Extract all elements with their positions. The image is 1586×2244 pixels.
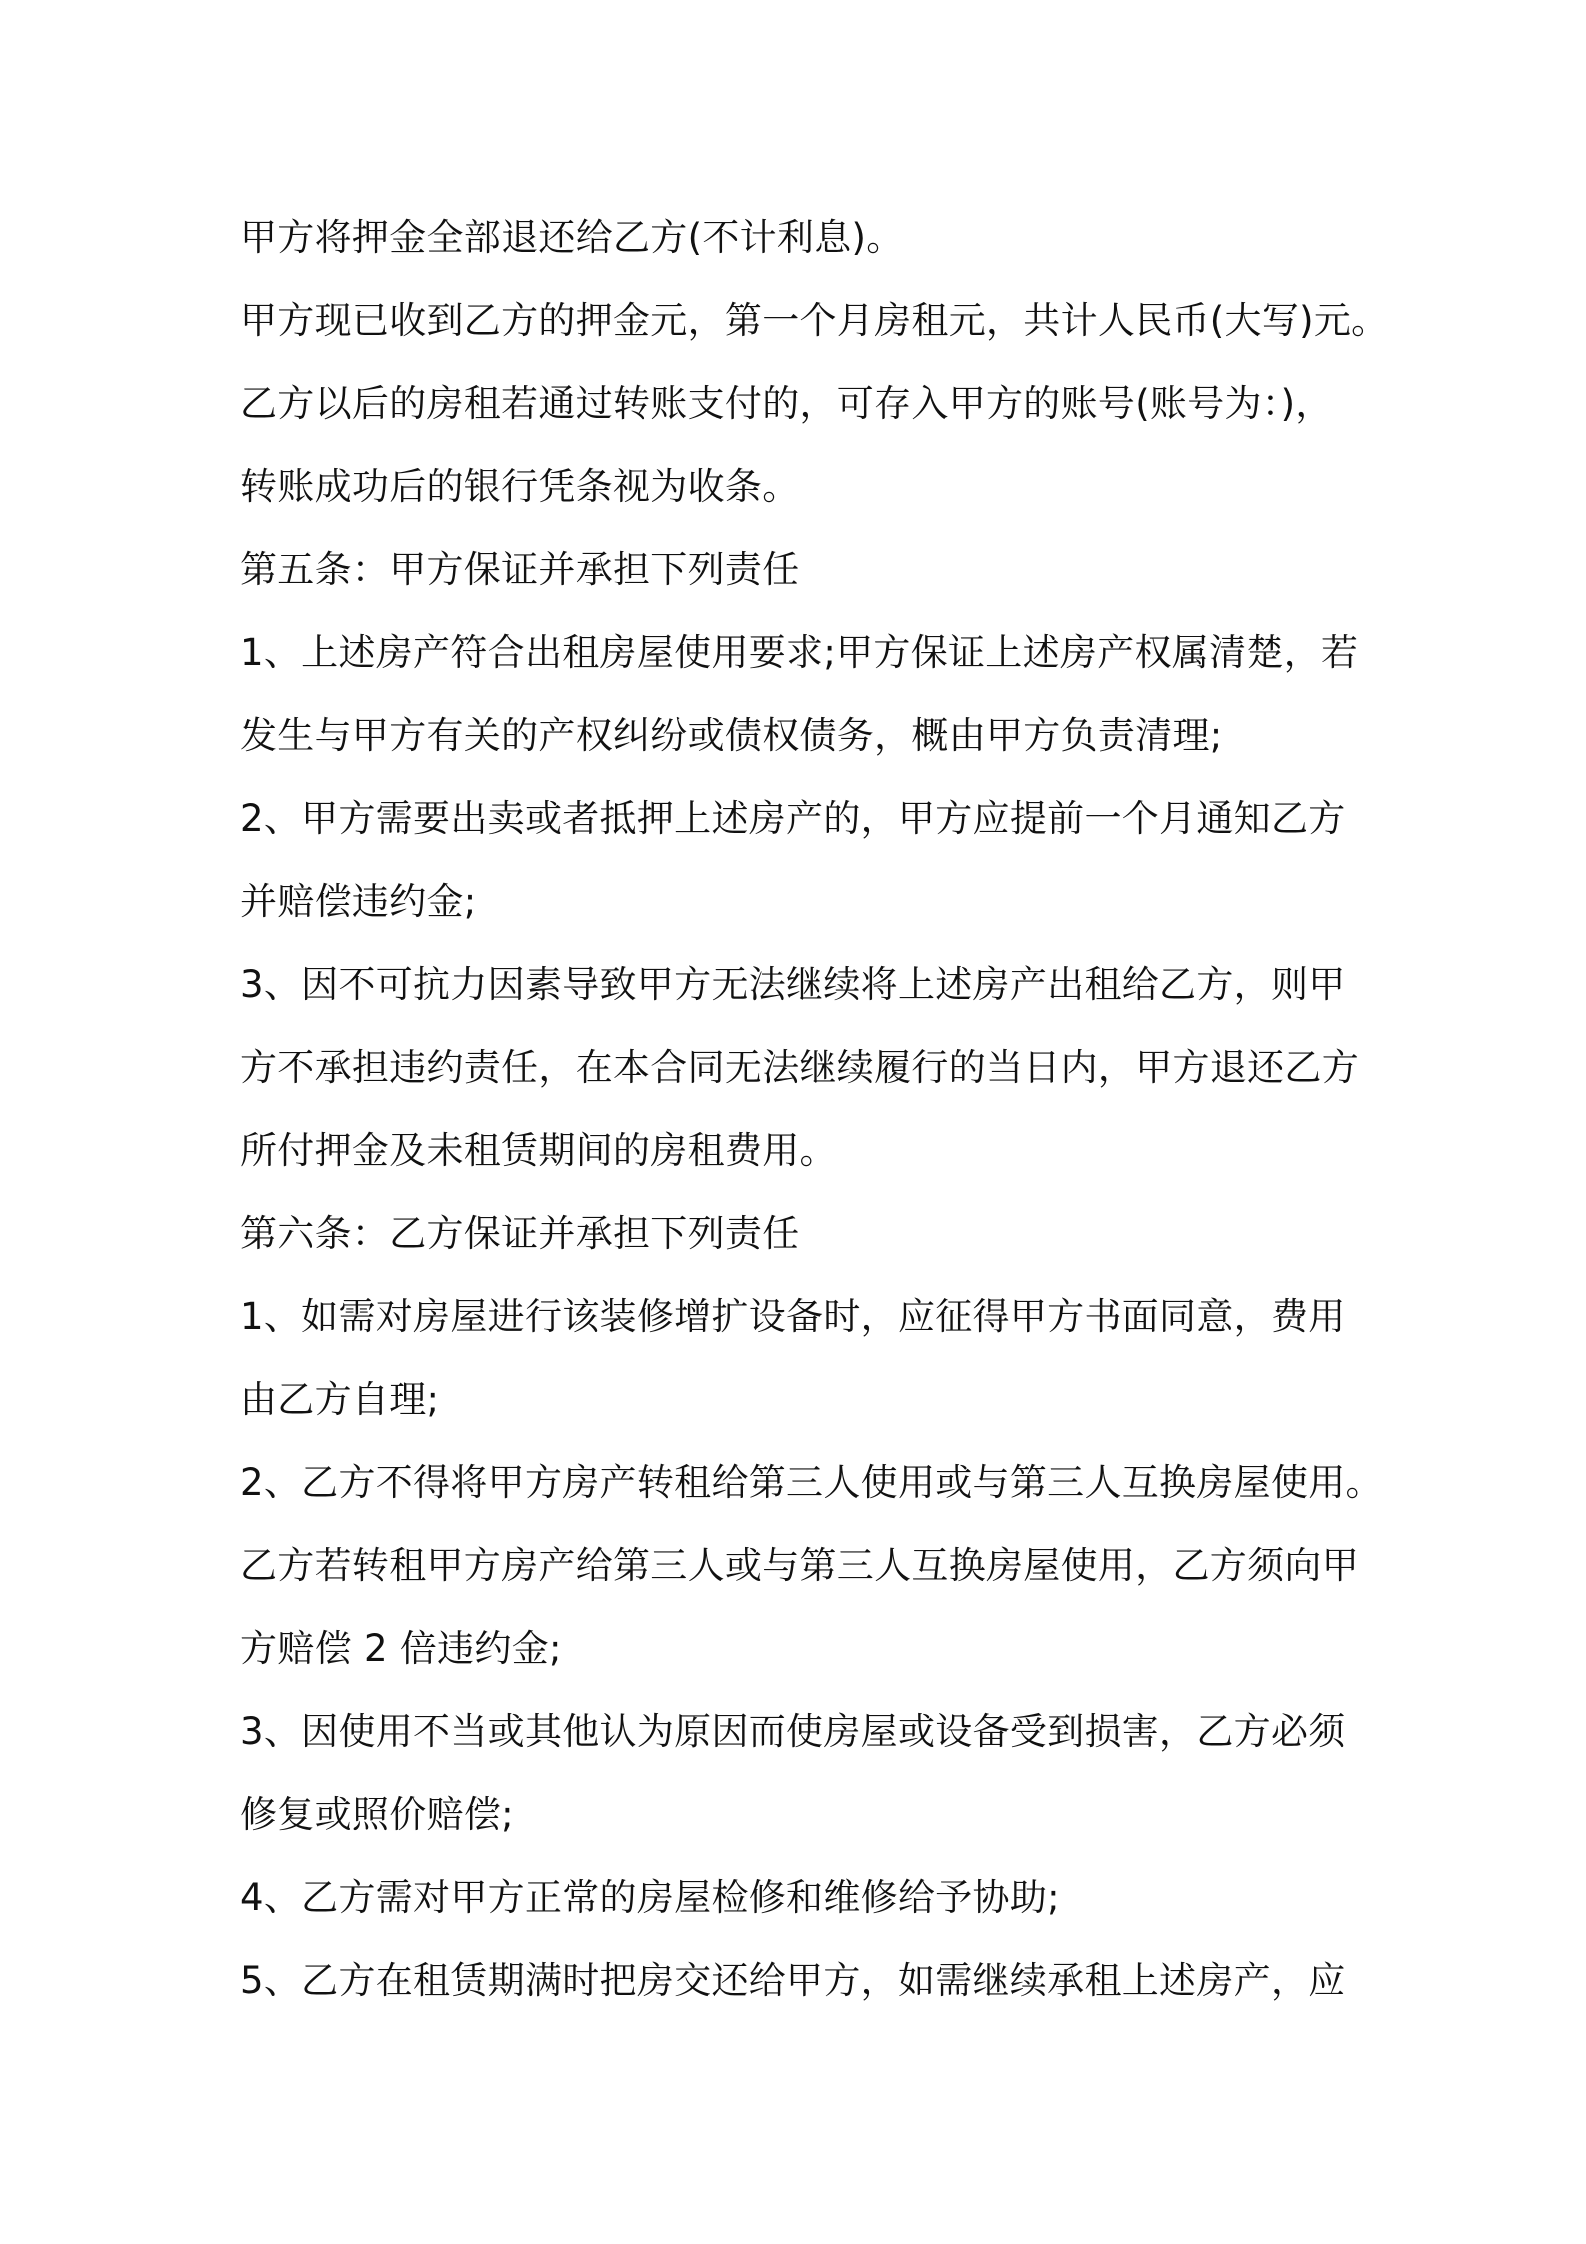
text-line: 转账成功后的银行凭条视为收条。 (240, 465, 800, 508)
text-line: 3、因不可抗力因素导致甲方无法继续将上述房产出租给乙方，则甲 (240, 963, 1346, 1006)
text-line: 2、乙方不得将甲方房产转租给第三人使用或与第三人互换房屋使用。 (240, 1461, 1383, 1504)
text-line: 3、因使用不当或其他认为原因而使房屋或设备受到损害，乙方必须 (240, 1710, 1346, 1753)
text-line: 2、甲方需要出卖或者抵押上述房产的，甲方应提前一个月通知乙方 (240, 797, 1346, 840)
text-line: 所付押金及未租赁期间的房租费用。 (240, 1129, 837, 1172)
text-line: 1、如需对房屋进行该装修增扩设备时，应征得甲方书面同意，费用 (240, 1295, 1346, 1338)
text-line: 4、乙方需对甲方正常的房屋检修和维修给予协助; (240, 1876, 1060, 1919)
text-line: 乙方以后的房租若通过转账支付的，可存入甲方的账号(账号为：)， (240, 382, 1333, 425)
text-line: 乙方若转租甲方房产给第三人或与第三人互换房屋使用，乙方须向甲 (240, 1544, 1359, 1587)
document-body (240, 196, 1400, 2022)
text-line: 甲方现已收到乙方的押金元，第一个月房租元，共计人民币(大写)元。 (240, 299, 1389, 342)
text-line: 由乙方自理; (240, 1378, 440, 1421)
text-line: 方不承担违约责任，在本合同无法继续履行的当日内，甲方退还乙方 (240, 1046, 1359, 1089)
text-line: 发生与甲方有关的产权纠纷或债权债务，概由甲方负责清理; (240, 714, 1223, 757)
text-line: 修复或照价赔偿; (240, 1793, 514, 1836)
text-line: 5、乙方在租赁期满时把房交还给甲方，如需继续承租上述房产，应 (240, 1959, 1346, 2002)
text-line: 方赔偿 2 倍违约金; (240, 1627, 562, 1670)
text-line: 甲方将押金全部退还给乙方(不计利息)。 (240, 216, 904, 259)
section-heading-5: 第五条：甲方保证并承担下列责任 (240, 548, 800, 591)
text-line: 并赔偿违约金; (240, 880, 477, 923)
text-line: 1、上述房产符合出租房屋使用要求;甲方保证上述房产权属清楚，若 (240, 631, 1359, 674)
section-heading-6: 第六条：乙方保证并承担下列责任 (240, 1212, 800, 1255)
